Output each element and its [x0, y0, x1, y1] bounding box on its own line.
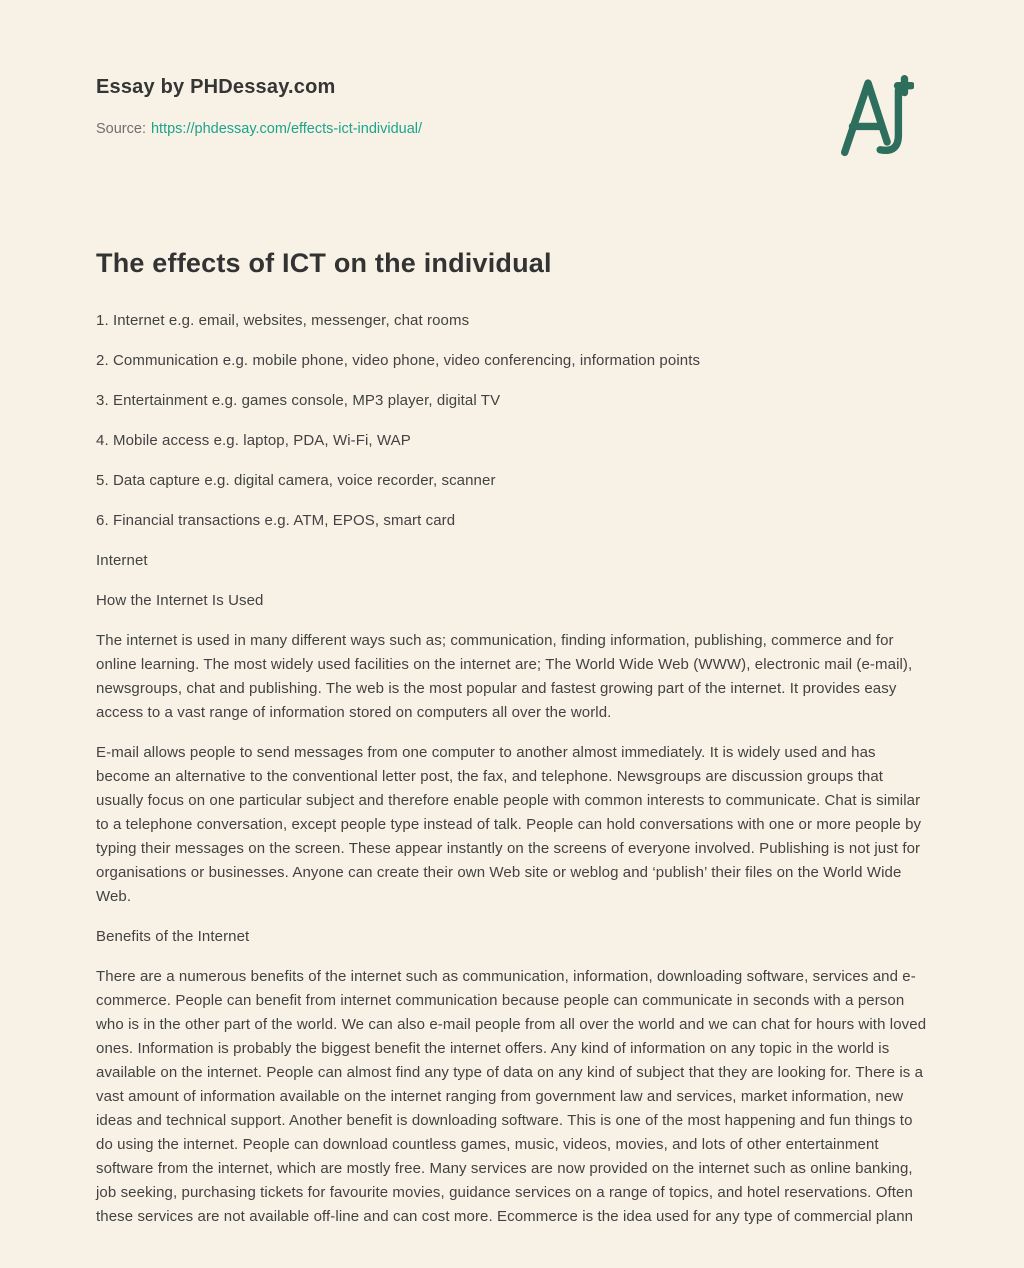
paragraph: The internet is used in many different ways such as; communication, finding information, publishing, commerce and for online learning. The most widely used facilities on the internet are; The World Wide Web (WWW), electronic mail (e-mail), newsgroups, chat and publishing. The web is the most popular and fastest growing part of the internet. It provides easy access to a vast range of information stored on computers all over the world.	[96, 632, 913, 721]
essay-source-title: Essay by PHDessay.com	[96, 76, 336, 98]
paragraph: E-mail allows people to send messages from one computer to another almost immediately. It is widely used and has become an alternative to the conventional letter post, the fax, and telephone. Newsgroups are discussion groups that usually focus on one particular subject and therefore enable people with common interests to communicate. Chat is similar to a telephone conversation, except people type instead of talk. People can hold conversations with one or more people by typing their messages on the screen. These appear instantly on the screens of everyone involved. Publishing is not just for organisations or businesses. Anyone can create their own Web site or weblog and ‘publish’ their files on the World Wide Web.	[96, 744, 922, 905]
section-label-internet: Internet	[96, 552, 148, 569]
header-text-block	[96, 76, 422, 137]
page-title: The effects of ICT on the individual	[96, 248, 552, 278]
paragraph: There are a numerous benefits of the internet such as communication, information, downloading software, services and e-commerce. People can benefit from internet communication because people can communicate in seconds with a person who is in the other part of the world. We can also e-mail people from all over the world and we can chat for hours with loved ones. Information is probably the biggest benefit the internet offers. Any kind of information on any topic in the world is available on the internet. People can almost find any type of data on any kind of subject that they are looking for. There is a vast amount of information available on the internet ranging from government law and services, market information, new ideas and technical support. Another benefit is downloading software. This is one of the most happening and fun things to do using the internet. People can download countless games, music, videos, movies, and lots of other entertainment software from the internet, which are mostly free. Many services are now provided on the internet such as online banking, job seeking, purchasing tickets for favourite movies, guidance services on a range of topics, and hotel reservations. Often these services are not available off-line and can cost more. Ecommerce is the idea used for any type of commercial plann	[96, 968, 927, 1225]
list-item: 6. Financial transactions e.g. ATM, EPOS, smart card	[96, 512, 456, 529]
phdessay-logo-icon	[836, 72, 914, 160]
section-label-benefits: Benefits of the Internet	[96, 928, 250, 945]
section-label-how-internet-used: How the Internet Is Used	[96, 592, 264, 609]
source-line	[96, 121, 422, 137]
list-item: 2. Communication e.g. mobile phone, video phone, video conferencing, information points	[96, 352, 701, 369]
source-url-link[interactable]: https://phdessay.com/effects-ict-individual/	[150, 121, 423, 137]
header	[96, 0, 928, 160]
list-item: 1. Internet e.g. email, websites, messenger, chat rooms	[96, 312, 470, 329]
list-item: 4. Mobile access e.g. laptop, PDA, Wi-Fi, WAP	[96, 432, 411, 449]
list-item: 3. Entertainment e.g. games console, MP3 player, digital TV	[96, 392, 501, 409]
source-label: Source:	[96, 121, 146, 137]
list-item: 5. Data capture e.g. digital camera, voice recorder, scanner	[96, 472, 496, 489]
